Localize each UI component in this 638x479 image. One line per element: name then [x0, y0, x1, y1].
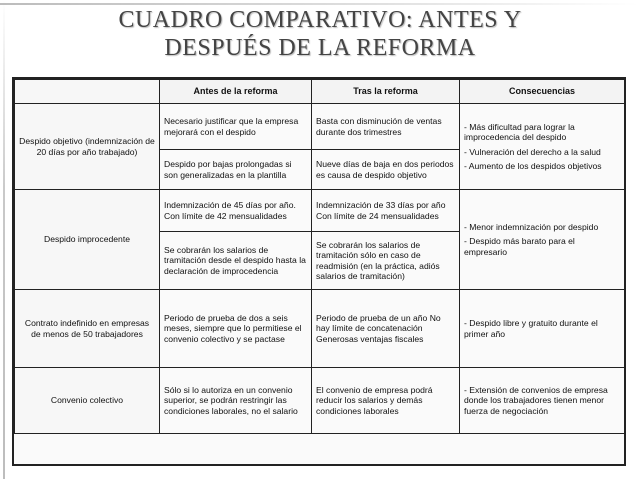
consecuencia-item: - Despido libre y gratuito durante el primer año	[464, 318, 598, 339]
cell-tras: Periodo de prueba de un año No hay límite de concatenación Generosas ventajas fiscales	[312, 290, 460, 368]
table-row	[15, 290, 625, 368]
cell-tras: Nueve días de baja en dos periodos es causa de despido objetivo	[312, 150, 460, 190]
cell-consecuencias	[460, 190, 625, 290]
slide-frame-top	[0, 3, 638, 5]
cell-consecuencias	[460, 368, 625, 434]
cell-antes: Se cobrarán los salarios de tramitación desde el despido hasta la declaración de improcedencia	[160, 232, 312, 290]
cell-tras: Se cobrarán los salarios de tramitación sólo en caso de readmisión (en la práctica, adiós salarios de tramitación)	[312, 232, 460, 290]
slide-title-line1: CUADRO COMPARATIVO: ANTES Y	[118, 7, 522, 33]
slide-title-line2: DESPUÉS DE LA REFORMA	[164, 35, 476, 61]
row-label-despido-improcedente: Despido improcedente	[15, 190, 160, 290]
cell-consecuencias	[460, 290, 625, 368]
comparison-table-container	[12, 77, 626, 466]
cell-consecuencias	[460, 104, 625, 190]
row-label-despido-objetivo: Despido objetivo (indemnización de 20 días por año trabajado)	[15, 104, 160, 190]
header-antes: Antes de la reforma	[160, 80, 312, 104]
table-row	[15, 190, 625, 232]
slide-title	[60, 6, 580, 62]
cell-tras: Basta con disminución de ventas durante dos trimestres	[312, 104, 460, 150]
header-tras: Tras la reforma	[312, 80, 460, 104]
consecuencia-item: - Extensión de convenios de empresa donde los trabajadores tienen menor fuerza de negociación	[464, 385, 608, 416]
header-consecuencias: Consecuencias	[460, 80, 625, 104]
header-blank	[15, 80, 160, 104]
consecuencia-item: - Despido más barato para el empresario	[464, 236, 575, 257]
row-label-convenio-colectivo: Convenio colectivo	[15, 368, 160, 434]
comparison-table	[14, 79, 625, 434]
table-header-row	[15, 80, 625, 104]
consecuencia-item: - Aumento de los despidos objetivos	[464, 160, 602, 171]
cell-antes: Indemnización de 45 días por año. Con límite de 42 mensualidades	[160, 190, 312, 232]
consecuencia-item: - Menor indemnización por despido	[464, 222, 599, 233]
cell-tras: Indemnización de 33 días por año Con límite de 24 mensualidades	[312, 190, 460, 232]
row-label-contrato-indefinido: Contrato indefinido en empresas de menos de 50 trabajadores	[15, 290, 160, 368]
cell-antes: Despido por bajas prolongadas si son generalizadas en la plantilla	[160, 150, 312, 190]
slide-frame-left	[3, 0, 5, 479]
cell-tras: El convenio de empresa podrá reducir los salarios y demás condiciones laborales	[312, 368, 460, 434]
cell-antes: Periodo de prueba de dos a seis meses, siempre que lo permitiese el convenio colectivo y se pactase	[160, 290, 312, 368]
table-row	[15, 368, 625, 434]
consecuencia-item: - Vulneración del derecho a la salud	[464, 146, 601, 157]
consecuencia-item: - Más dificultad para lograr la improcedencia del despido	[464, 122, 575, 143]
cell-antes: Necesario justificar que la empresa mejorará con el despido	[160, 104, 312, 150]
table-row	[15, 104, 625, 150]
cell-antes: Sólo si lo autoriza en un convenio superior, se podrán restringir las condiciones laborales, no el salario	[160, 368, 312, 434]
